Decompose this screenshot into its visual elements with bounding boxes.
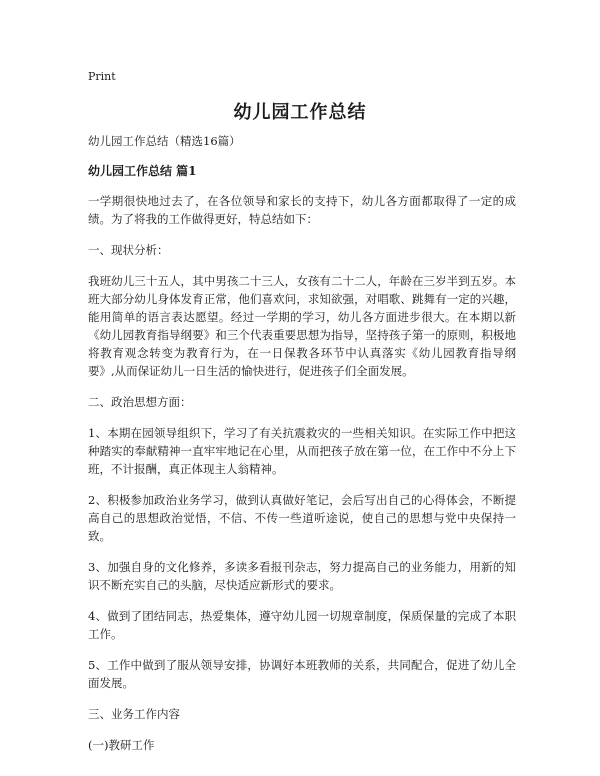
paragraph-item-2: 2、积极参加政治业务学习，做到认真做好笔记，会后写出自己的心得体会，不断提高自己的思想政治觉悟，不信、不传一些道听途说，使自己的思想与党中央保持一致。 (88, 493, 516, 543)
paragraph-item-4: 4、做到了团结同志，热爱集体，遵守幼儿园一切规章制度，保质保量的完成了本职工作。 (88, 609, 516, 641)
print-link[interactable]: Print (88, 70, 116, 83)
paragraph-item-5: 5、工作中做到了服从领导安排，协调好本班教师的关系，共同配合，促进了幼儿全面发展。 (88, 658, 516, 690)
section-heading: 幼儿园工作总结 篇1 (88, 164, 197, 178)
heading-political-thought: 二、政治思想方面： (88, 395, 192, 409)
paragraph-intro: 一学期很快地过去了，在各位领导和家长的支持下，幼儿各方面都取得了一定的成绩。为了将我的工作做得更好，特总结如下： (88, 194, 516, 226)
subtitle: 幼儿园工作总结（精选16篇） (88, 134, 241, 148)
heading-teaching-research: (一)教研工作 (88, 738, 155, 752)
paragraph-class-overview: 我班幼儿三十五人，其中男孩二十三人，女孩有二十二人，年龄在三岁半到五岁。本班大部分幼儿身体发育正常，他们喜欢问，求知欲强，对唱歌、跳舞有一定的兴趣，能用简单的语言表达愿望。经过一学期的学习，幼儿各方面进步很大。在本期以新《幼儿园教育指导纲要》和三个代表重要思想为指导，坚持孩子第一的原则，积极地将教育观念转变为教育行为，在一日保教各环节中认真落实《幼儿园教育指导纲要》,从而保证幼儿一日生活的愉快进行，促进孩子们全面发展。 (88, 274, 516, 378)
document-body (88, 132, 516, 767)
heading-business-work: 三、业务工作内容 (88, 707, 180, 721)
paragraph-item-3: 3、加强自身的文化修养，多读多看报刊杂志，努力提高自己的业务能力，用新的知识不断充实自己的头脑，尽快适应新形式的要求。 (88, 560, 516, 592)
page-title: 幼儿园工作总结 (233, 102, 367, 123)
paragraph-item-1: 1、本期在园领导组织下，学习了有关抗震救灾的一些相关知识。在实际工作中把这种踏实的奉献精神一直牢牢地记在心里，从而把孩子放在第一位，在工作中不分上下班，不计报酬，真正体现主人翁精神。 (88, 426, 516, 476)
heading-status-analysis: 一、现状分析： (88, 243, 169, 257)
